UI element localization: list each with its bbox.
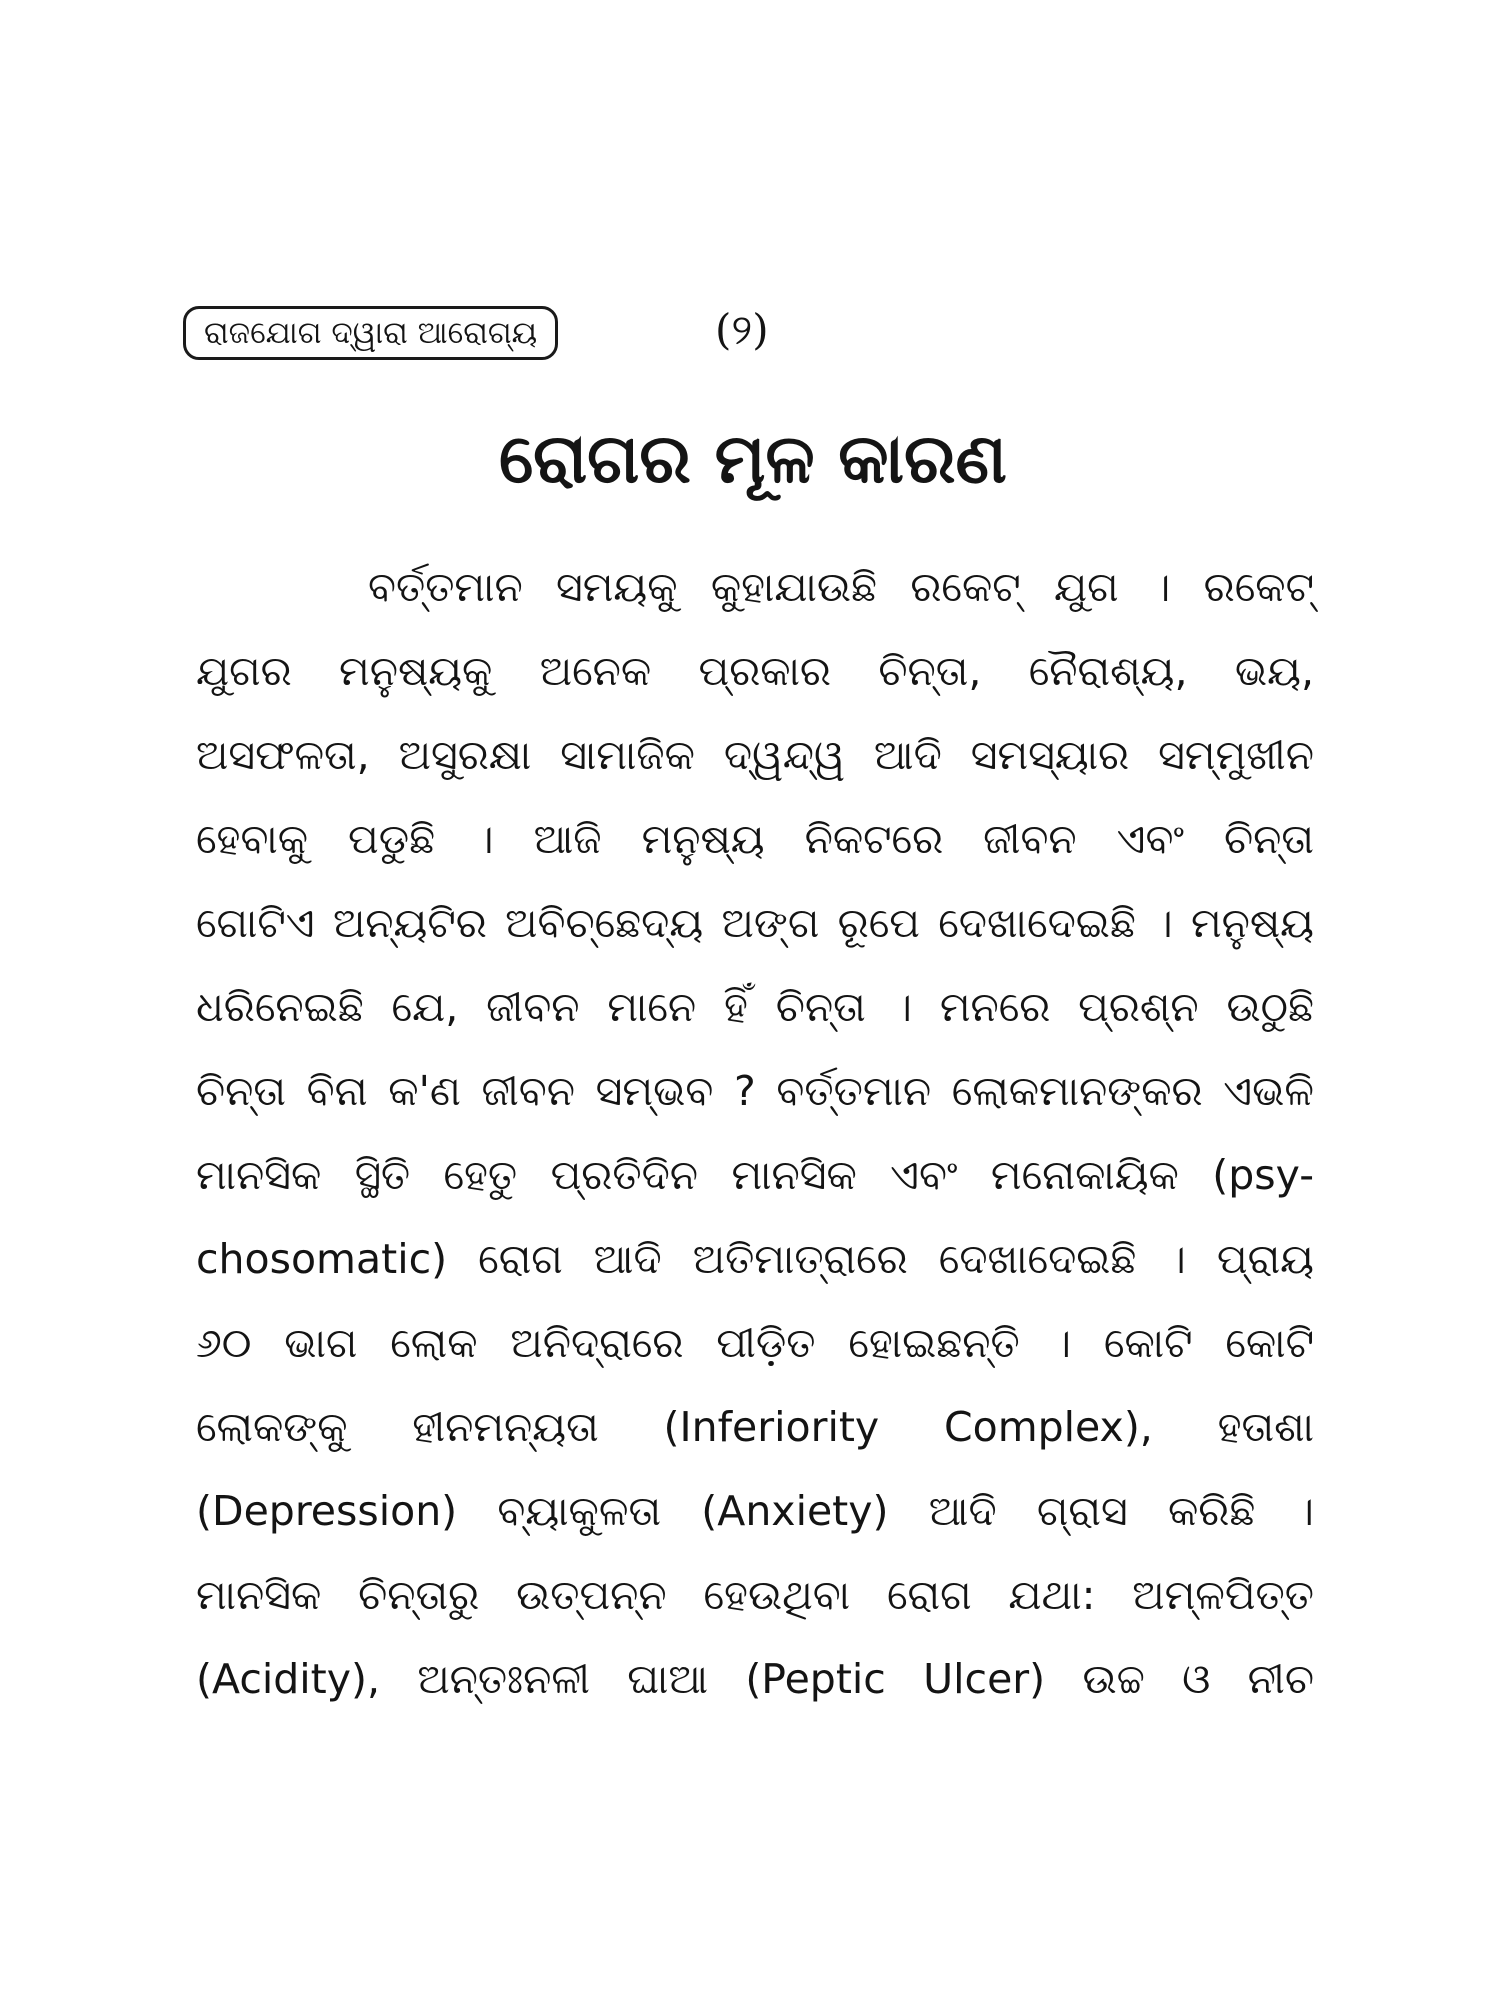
text-line: ବର୍ତ୍ତମାନ ସମୟକୁ କୁହାଯାଉଛି ରକେଟ୍ ଯୁଗ । ରକେଟ୍	[368, 563, 1314, 611]
text-line: ଗୋଟିଏ ଅନ୍ୟଟିର ଅବିଚ୍ଛେଦ୍ୟ ଅଙ୍ଗ ରୂପେ ଦେଖାଦେଇଛି । ମନୁଷ୍ୟ	[196, 899, 1314, 947]
text-line: ମାନସିକ ସ୍ଥିତି ହେତୁ ପ୍ରତିଦିନ ମାନସିକ ଏବଂ ମନୋକାୟିକ (psy-	[196, 1151, 1314, 1199]
text-line: ହେବାକୁ ପଡୁଛି । ଆଜି ମନୁଷ୍ୟ ନିକଟରେ ଜୀବନ ଏବଂ ଚିନ୍ତା	[196, 815, 1314, 863]
text-line: ଚିନ୍ତା ବିନା କ'ଣ ଜୀବନ ସମ୍ଭବ ? ବର୍ତ୍ତମାନ ଲୋକମାନଙ୍କର ଏଭଳି	[196, 1067, 1314, 1115]
text-line: ଯୁଗର ମନୁଷ୍ୟକୁ ଅନେକ ପ୍ରକାର ଚିନ୍ତା, ନୈରାଶ୍ୟ, ଭୟ,	[196, 647, 1314, 695]
text-line: (Acidity), ଅନ୍ତଃନଳୀ ଘାଆ (Peptic Ulcer) ଉଚ୍ଚ ଓ ନୀଚ	[196, 1655, 1314, 1703]
text-line: ୬୦ ଭାଗ ଲୋକ ଅନିଦ୍ରାରେ ପୀଡ଼ିତ ହୋଇଛନ୍ତି । କୋଟି କୋଟି	[196, 1319, 1314, 1367]
text-line: ଲୋକଙ୍କୁ ହୀନମନ୍ୟତା (Inferiority Complex), ହତାଶା	[196, 1403, 1314, 1451]
text-line: ଧରିନେଇଛି ଯେ, ଜୀବନ ମାନେ ହିଁ ଚିନ୍ତା । ମନରେ ପ୍ରଶ୍ନ ଉଠୁଛି	[196, 983, 1314, 1031]
text-line: ମାନସିକ ଚିନ୍ତାରୁ ଉତ୍ପନ୍ନ ହେଉଥିବା ରୋଗ ଯଥା: ଅମ୍ଳପିତ୍ତ	[196, 1571, 1314, 1619]
text-line: (Depression) ବ୍ୟାକୁଳତା (Anxiety) ଆଦି ଗ୍ରାସ କରିଛି ।	[196, 1487, 1314, 1535]
page-header	[183, 300, 1323, 370]
chapter-title: ରୋଗର ମୂଳ କାରଣ	[499, 420, 1007, 499]
text-line: ଅସଫଳତା, ଅସୁରକ୍ଷା ସାମାଜିକ ଦ୍ୱନ୍ଦ୍ୱ ଆଦି ସମସ୍ୟାର ସମ୍ମୁଖୀନ	[196, 731, 1314, 779]
running-head-label: ରାଜଯୋଗ ଦ୍ୱାରା ଆରୋଗ୍ୟ	[183, 306, 558, 360]
text-line: chosomatic) ରୋଗ ଆଦି ଅତିମାତ୍ରାରେ ଦେଖାଦେଇଛି । ପ୍ରାୟ	[196, 1235, 1314, 1283]
page-number: (୨)	[715, 305, 769, 354]
body-paragraph	[196, 545, 1314, 1721]
